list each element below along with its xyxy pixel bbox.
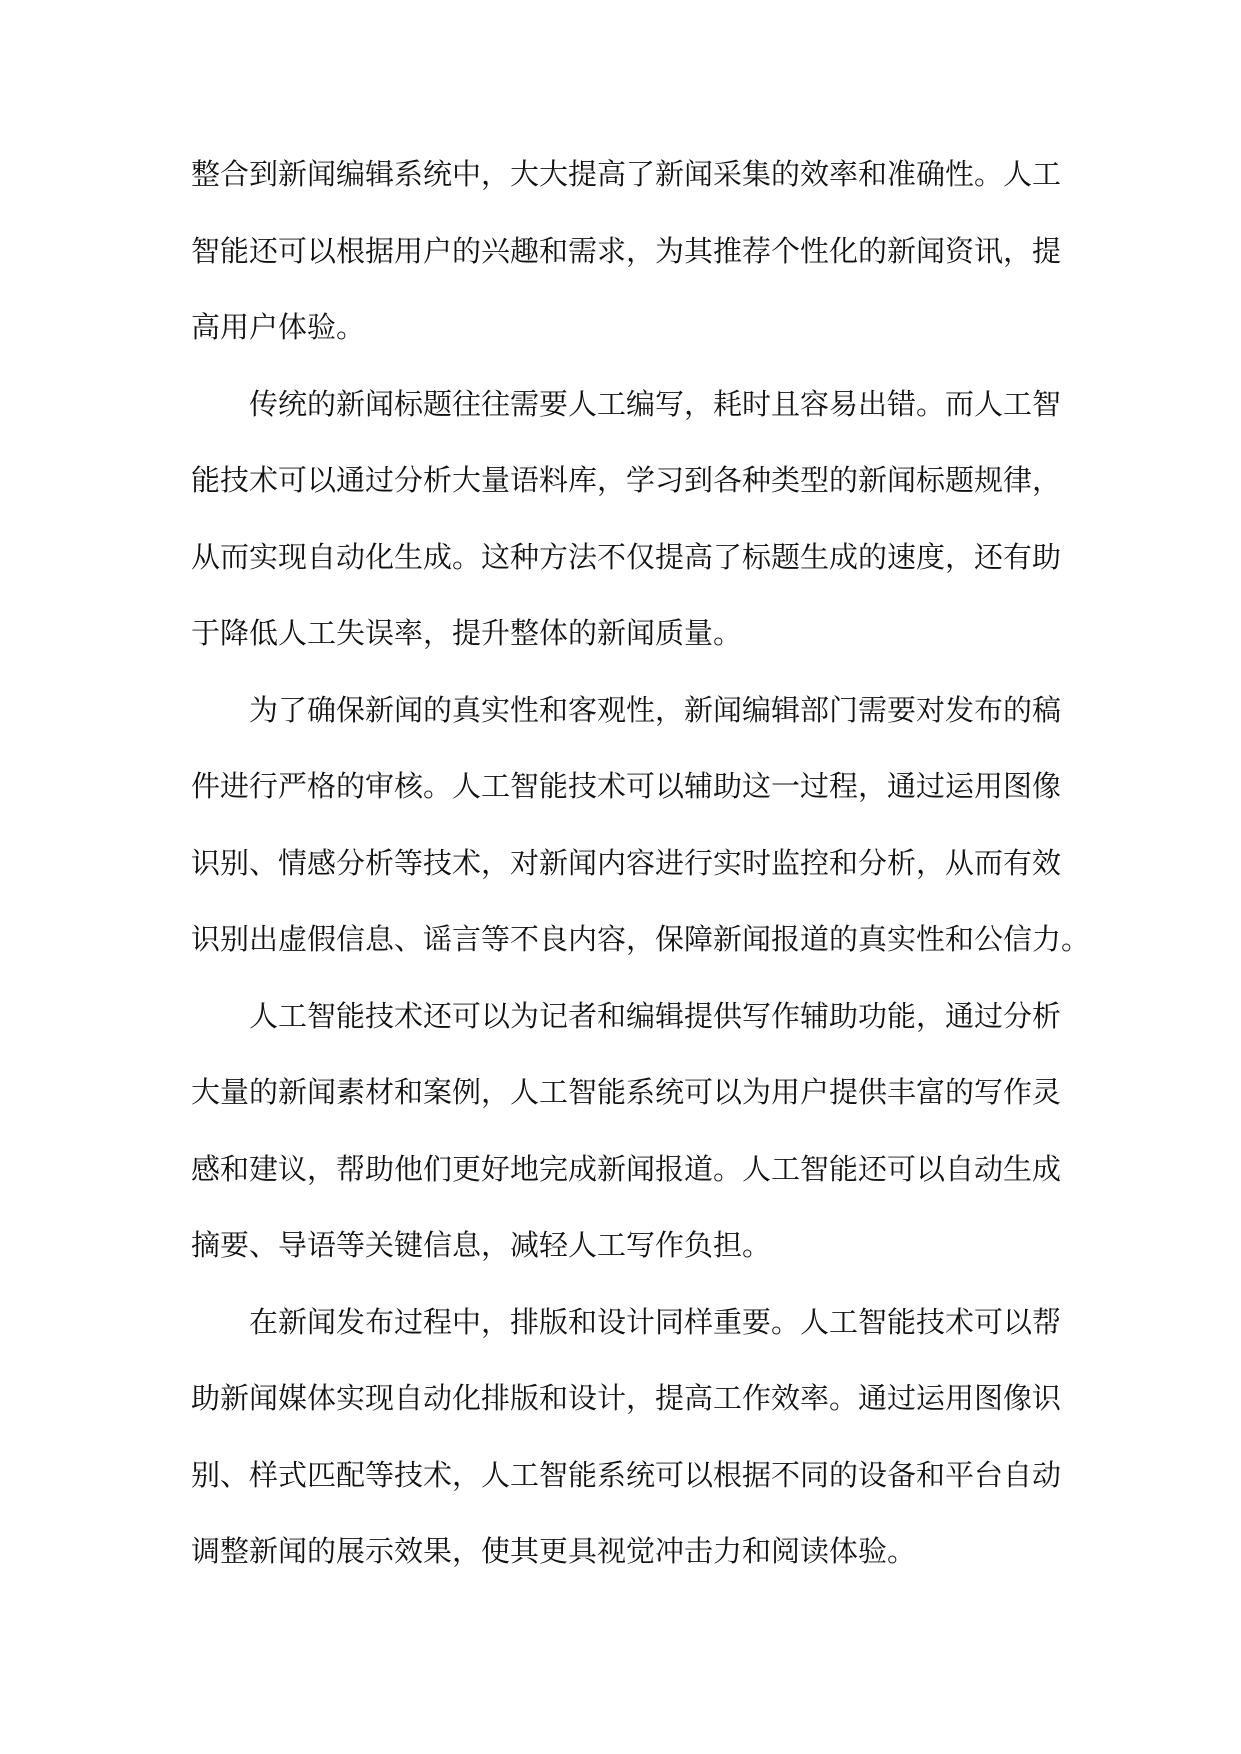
paragraph — [191, 1284, 1062, 1590]
text-line: 能技术可以通过分析大量语料库，学习到各种类型的新闻标题规律， — [191, 463, 1062, 497]
text-line: 助新闻媒体实现自动化排版和设计，提高工作效率。通过运用图像识 — [191, 1381, 1062, 1415]
document-body — [191, 136, 1091, 1590]
text-line: 别、样式匹配等技术，人工智能系统可以根据不同的设备和平台自动 — [191, 1457, 1062, 1492]
text-line: 传统的新闻标题往往需要人工编写，耗时且容易出错。而人工智 — [249, 386, 1062, 421]
text-line: 件进行严格的审核。人工智能技术可以辅助这一过程，通过运用图像 — [191, 769, 1062, 803]
text-line: 大量的新闻素材和案例，人工智能系统可以为用户提供丰富的写作灵 — [191, 1075, 1062, 1109]
text-line: 识别、情感分析等技术，对新闻内容进行实时监控和分析，从而有效 — [191, 845, 1062, 880]
text-line: 识别出虚假信息、谣言等不良内容，保障新闻报道的真实性和公信力。 — [191, 922, 1091, 956]
text-line: 在新闻发布过程中，排版和设计同样重要。人工智能技术可以帮 — [249, 1304, 1062, 1339]
paragraph — [191, 136, 1062, 366]
text-line: 为了确保新闻的真实性和客观性，新闻编辑部门需要对发布的稿 — [249, 692, 1062, 727]
text-line: 人工智能技术还可以为记者和编辑提供写作辅助功能，通过分析 — [249, 998, 1062, 1033]
text-line: 感和建议，帮助他们更好地完成新闻报道。人工智能还可以自动生成 — [191, 1151, 1062, 1186]
text-line: 整合到新闻编辑系统中，大大提高了新闻采集的效率和准确性。人工 — [191, 157, 1062, 191]
paragraph — [191, 672, 1091, 978]
text-line: 调整新闻的展示效果，使其更具视觉冲击力和阅读体验。 — [191, 1534, 917, 1568]
text-line: 智能还可以根据用户的兴趣和需求，为其推荐个性化的新闻资讯，提 — [191, 233, 1062, 268]
text-line: 高用户体验。 — [191, 310, 366, 344]
paragraph — [191, 366, 1062, 672]
text-line: 从而实现自动化生成。这种方法不仅提高了标题生成的速度，还有助 — [191, 539, 1062, 574]
paragraph — [191, 978, 1062, 1284]
text-line: 于降低人工失误率，提升整体的新闻质量。 — [191, 616, 743, 650]
text-line: 摘要、导语等关键信息，减轻人工写作负担。 — [191, 1228, 772, 1262]
